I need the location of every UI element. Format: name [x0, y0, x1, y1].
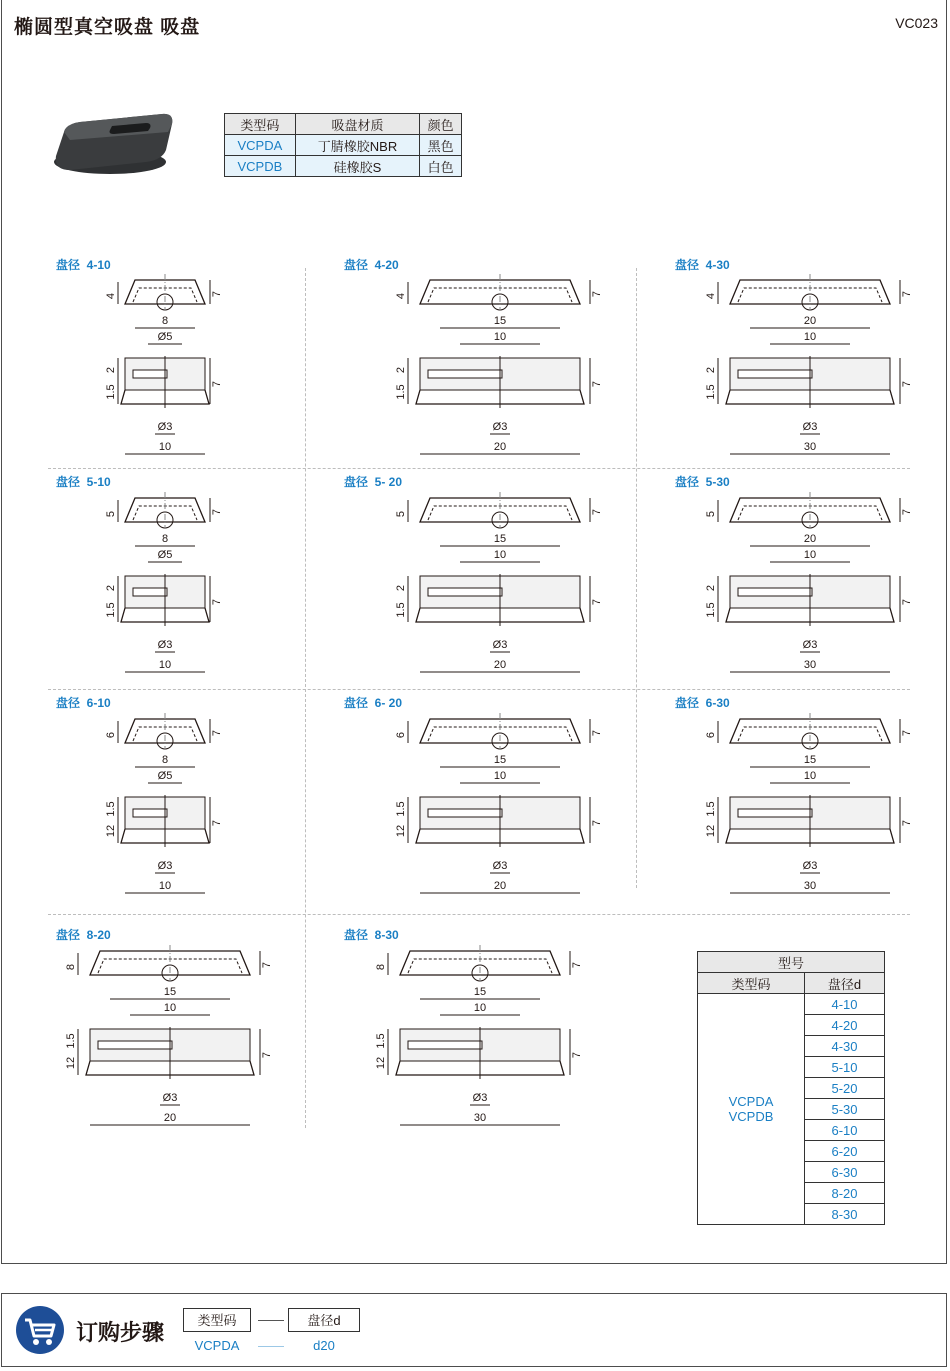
hole-dimension: Ø3 — [492, 860, 508, 872]
internal-slot — [133, 370, 167, 378]
section-label: 盘径 5- 20 — [344, 475, 403, 489]
total-height-dimension: 7 — [211, 598, 223, 606]
total-height-dimension: 7 — [571, 1051, 583, 1059]
material-cell: 丁腈橡胶NBR — [295, 135, 419, 156]
step-dimension: 2 — [705, 584, 717, 592]
height-dimension: 5 — [705, 510, 717, 518]
hole-dimension: Ø3 — [802, 421, 818, 433]
order-title: 订购步骤 — [76, 1320, 165, 1345]
width-dimension: 20 — [493, 880, 507, 892]
section-drawing — [700, 488, 920, 688]
model-size-cell: 4-20 — [805, 1015, 885, 1036]
step-dimension: 12 — [395, 824, 407, 838]
total-height-dimension: 7 — [901, 598, 913, 606]
hole-dimension: Ø3 — [157, 421, 173, 433]
step-dimension: 12 — [705, 824, 717, 838]
section-label: 盘径 6- 20 — [344, 696, 403, 710]
material-cell: 硅橡胶S — [295, 156, 419, 177]
step-dimension: 2 — [395, 584, 407, 592]
page-title: 椭圆型真空吸盘 吸盘 — [14, 17, 201, 38]
type-code-cell: VCPDA — [225, 135, 296, 156]
step-dimension: 1.5 — [395, 602, 407, 618]
model-size-cell: 6-20 — [805, 1141, 885, 1162]
material-header-material: 吸盘材质 — [295, 114, 419, 135]
step-dimension: 12 — [105, 824, 117, 838]
model-size-cell: 8-30 — [805, 1204, 885, 1225]
internal-slot — [428, 588, 502, 596]
model-table-header — [698, 973, 885, 994]
hole-dimension: Ø3 — [492, 421, 508, 433]
section-drawing — [100, 709, 230, 909]
width-dimension: 20 — [493, 441, 507, 453]
total-height-dimension: 7 — [591, 290, 603, 298]
model-size-cell: 5-30 — [805, 1099, 885, 1120]
height-dimension: 6 — [105, 731, 117, 739]
total-height-dimension: 7 — [901, 729, 913, 737]
internal-slot — [738, 809, 812, 817]
material-table — [224, 113, 462, 177]
hole-dimension: Ø3 — [802, 639, 818, 651]
material-table-header — [225, 114, 462, 135]
inner-dimension: Ø5 — [157, 770, 173, 782]
section-drawing — [700, 270, 920, 470]
step-dimension: 1.5 — [105, 801, 117, 817]
inner-dimension: 10 — [163, 1002, 177, 1014]
section-label: 盘径 5-10 — [56, 475, 111, 489]
model-col-size: 盘径d — [805, 973, 885, 994]
step-dimension: 2 — [105, 366, 117, 374]
total-height-dimension: 7 — [901, 380, 913, 388]
width-dimension: 10 — [158, 659, 172, 671]
model-type-codes — [698, 994, 805, 1225]
width-dimension: 10 — [158, 441, 172, 453]
model-col-code: 类型码 — [698, 973, 805, 994]
step-dimension: 1.5 — [395, 801, 407, 817]
model-table — [697, 951, 885, 1225]
inner-dimension: 10 — [803, 331, 817, 343]
order-separator — [258, 1346, 284, 1347]
outer-dimension: 8 — [161, 315, 169, 327]
inner-dimension: Ø5 — [157, 549, 173, 561]
order-value-type-code: VCPDA — [194, 1338, 240, 1353]
grid-divider — [48, 689, 910, 690]
step-dimension: 12 — [65, 1056, 77, 1070]
total-height-dimension: 7 — [591, 508, 603, 516]
total-height-dimension: 7 — [261, 1051, 273, 1059]
section-label: 盘径 6-10 — [56, 696, 111, 710]
width-dimension: 30 — [803, 880, 817, 892]
table-row — [225, 135, 462, 156]
total-height-dimension: 7 — [211, 290, 223, 298]
outer-dimension: 8 — [161, 533, 169, 545]
total-height-dimension: 7 — [211, 819, 223, 827]
hole-dimension: Ø3 — [802, 860, 818, 872]
inner-dimension: Ø5 — [157, 331, 173, 343]
section-label: 盘径 4-10 — [56, 258, 111, 272]
height-dimension: 6 — [395, 731, 407, 739]
color-cell: 白色 — [420, 156, 462, 177]
model-table-title: 型号 — [698, 952, 885, 973]
width-dimension: 20 — [163, 1112, 177, 1124]
outer-dimension: 15 — [493, 754, 507, 766]
section-drawing — [60, 941, 280, 1141]
grid-divider — [48, 914, 910, 915]
internal-slot — [428, 370, 502, 378]
height-dimension: 8 — [65, 963, 77, 971]
internal-slot — [738, 588, 812, 596]
order-field-type-code: 类型码 — [183, 1308, 251, 1332]
width-dimension: 30 — [473, 1112, 487, 1124]
total-height-dimension: 7 — [901, 819, 913, 827]
step-dimension: 2 — [705, 366, 717, 374]
total-height-dimension: 7 — [591, 380, 603, 388]
step-dimension: 2 — [105, 584, 117, 592]
section-drawing — [700, 709, 920, 909]
step-dimension: 1.5 — [65, 1033, 77, 1049]
hole-dimension: Ø3 — [157, 860, 173, 872]
step-dimension: 1.5 — [395, 384, 407, 400]
table-row — [225, 156, 462, 177]
section-drawing — [390, 488, 610, 688]
section-drawing — [100, 270, 230, 470]
outer-dimension: 15 — [163, 986, 177, 998]
material-header-color: 颜色 — [420, 114, 462, 135]
section-label: 盘径 4-20 — [344, 258, 399, 272]
width-dimension: 30 — [803, 441, 817, 453]
model-type-code: VCPDB — [728, 1109, 774, 1124]
width-dimension: 20 — [493, 659, 507, 671]
order-steps-panel — [1, 1293, 947, 1367]
model-size-cell: 6-10 — [805, 1120, 885, 1141]
internal-slot — [133, 809, 167, 817]
hole-dimension: Ø3 — [472, 1092, 488, 1104]
model-size-cell: 8-20 — [805, 1183, 885, 1204]
width-dimension: 30 — [803, 659, 817, 671]
section-label: 盘径 6-30 — [675, 696, 730, 710]
section-label: 盘径 5-30 — [675, 475, 730, 489]
inner-dimension: 10 — [473, 1002, 487, 1014]
outer-dimension: 15 — [473, 986, 487, 998]
model-size-cell: 5-20 — [805, 1078, 885, 1099]
total-height-dimension: 7 — [571, 961, 583, 969]
inner-dimension: 10 — [803, 770, 817, 782]
internal-slot — [738, 370, 812, 378]
inner-dimension: 10 — [803, 549, 817, 561]
total-height-dimension: 7 — [901, 290, 913, 298]
step-dimension: 12 — [375, 1056, 387, 1070]
section-label: 盘径 4-30 — [675, 258, 730, 272]
color-cell: 黑色 — [420, 135, 462, 156]
hole-dimension: Ø3 — [492, 639, 508, 651]
total-height-dimension: 7 — [261, 961, 273, 969]
total-height-dimension: 7 — [591, 819, 603, 827]
order-field-diameter: 盘径d — [288, 1308, 360, 1332]
outer-dimension: 20 — [803, 533, 817, 545]
outer-dimension: 15 — [803, 754, 817, 766]
material-header-code: 类型码 — [225, 114, 296, 135]
table-row — [698, 994, 885, 1015]
internal-slot — [133, 588, 167, 596]
model-size-cell: 6-30 — [805, 1162, 885, 1183]
height-dimension: 8 — [375, 963, 387, 971]
total-height-dimension: 7 — [901, 508, 913, 516]
outer-dimension: 15 — [493, 315, 507, 327]
outer-dimension: 8 — [161, 754, 169, 766]
height-dimension: 5 — [105, 510, 117, 518]
total-height-dimension: 7 — [211, 380, 223, 388]
model-table-title-row — [698, 952, 885, 973]
internal-slot — [408, 1041, 482, 1049]
total-height-dimension: 7 — [211, 508, 223, 516]
height-dimension: 4 — [705, 292, 717, 300]
internal-slot — [428, 809, 502, 817]
grid-divider — [636, 268, 637, 888]
step-dimension: 1.5 — [105, 384, 117, 400]
internal-slot — [98, 1041, 172, 1049]
inner-dimension: 10 — [493, 770, 507, 782]
total-height-dimension: 7 — [211, 729, 223, 737]
total-height-dimension: 7 — [591, 598, 603, 606]
outer-dimension: 15 — [493, 533, 507, 545]
model-size-cell: 5-10 — [805, 1057, 885, 1078]
section-label: 盘径 8-30 — [344, 928, 399, 942]
height-dimension: 5 — [395, 510, 407, 518]
section-label: 盘径 8-20 — [56, 928, 111, 942]
model-size-cell: 4-10 — [805, 994, 885, 1015]
height-dimension: 4 — [395, 292, 407, 300]
grid-divider — [305, 268, 306, 1128]
total-height-dimension: 7 — [591, 729, 603, 737]
outer-dimension: 20 — [803, 315, 817, 327]
cart-icon — [16, 1306, 64, 1354]
width-dimension: 10 — [158, 880, 172, 892]
type-code-cell: VCPDB — [225, 156, 296, 177]
inner-dimension: 10 — [493, 549, 507, 561]
model-type-code: VCPDA — [728, 1094, 774, 1109]
hole-dimension: Ø3 — [162, 1092, 178, 1104]
model-size-cell: 4-30 — [805, 1036, 885, 1057]
step-dimension: 1.5 — [105, 602, 117, 618]
catalog-code: VC023 — [895, 15, 938, 31]
hole-dimension: Ø3 — [157, 639, 173, 651]
product-photo — [50, 110, 180, 180]
step-dimension: 1.5 — [705, 801, 717, 817]
section-drawing — [390, 270, 610, 470]
section-drawing — [370, 941, 590, 1141]
section-drawing — [100, 488, 230, 688]
step-dimension: 2 — [395, 366, 407, 374]
section-drawing — [390, 709, 610, 909]
order-value-diameter: d20 — [313, 1338, 335, 1353]
order-separator — [258, 1320, 284, 1321]
step-dimension: 1.5 — [705, 602, 717, 618]
inner-dimension: 10 — [493, 331, 507, 343]
step-dimension: 1.5 — [375, 1033, 387, 1049]
height-dimension: 4 — [105, 292, 117, 300]
step-dimension: 1.5 — [705, 384, 717, 400]
height-dimension: 6 — [705, 731, 717, 739]
